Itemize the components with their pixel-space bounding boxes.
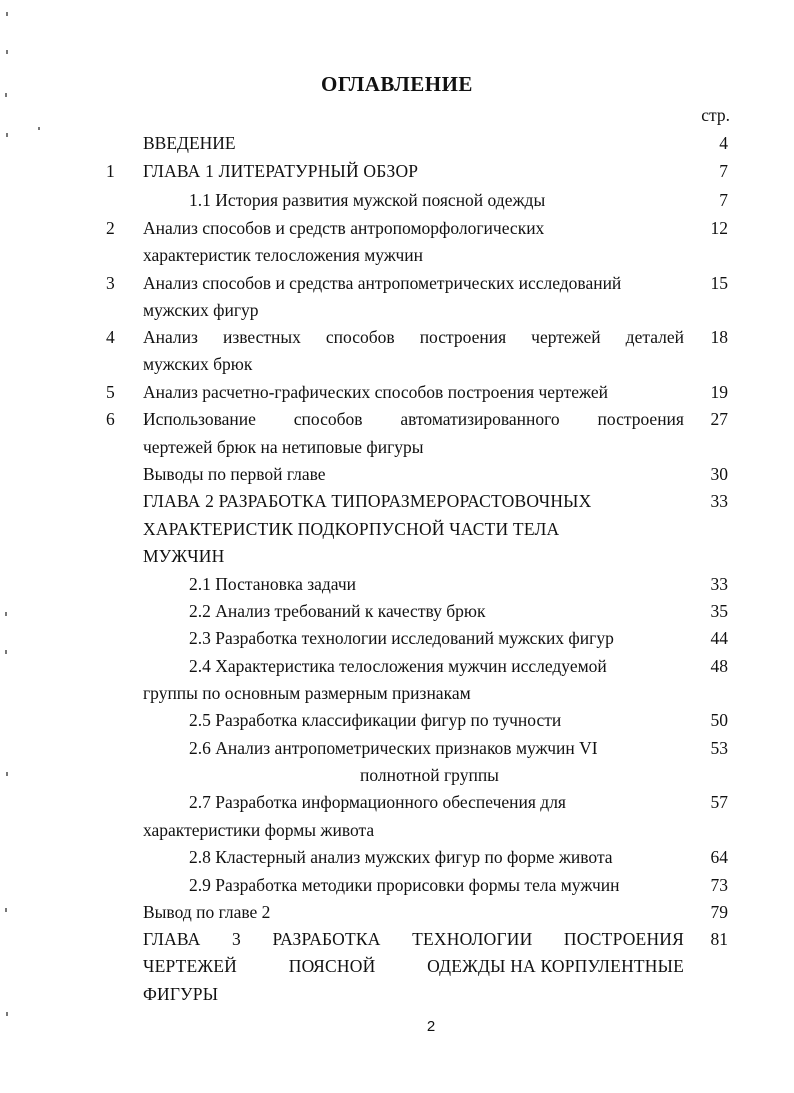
toc-entry-section-2-9[interactable]: 2.9 Разработка методики прорисовки формы тела мужчин (189, 875, 620, 895)
toc-word: ГЛАВА (143, 929, 201, 949)
toc-entry-number: 5 (106, 382, 115, 402)
scan-speck (38, 127, 40, 130)
toc-entry-chapter-3-cont[interactable] (143, 955, 684, 977)
toc-entry-section-2-2[interactable]: 2.2 Анализ требований к качеству брюк (189, 601, 486, 621)
toc-entry-section-2-5[interactable]: 2.5 Разработка классификации фигур по тучности (189, 710, 562, 730)
toc-entry-number: 6 (106, 409, 115, 429)
toc-entry-section-2-3[interactable]: 2.3 Разработка технологии исследований мужских фигур (189, 628, 614, 648)
scan-speck (6, 772, 8, 776)
scan-speck (6, 1012, 8, 1016)
toc-page-number: 53 (710, 738, 728, 758)
toc-entry-section-5[interactable]: Анализ расчетно-графических способов построения чертежей (143, 382, 609, 402)
page-footer-number: 2 (426, 1018, 436, 1035)
toc-entry-number: 1 (106, 161, 115, 181)
toc-entry-chapter-2[interactable]: ГЛАВА 2 РАЗРАБОТКА ТИПОРАЗМЕРОРАСТОВОЧНЫХ (143, 491, 592, 511)
toc-entry-section-2-1[interactable]: 2.1 Постановка задачи (189, 574, 357, 594)
toc-entry-section-2-4[interactable]: 2.4 Характеристика телосложения мужчин исследуемой (189, 656, 607, 676)
toc-page-number: 30 (710, 464, 728, 484)
toc-page-number: 57 (710, 792, 728, 812)
toc-word: деталей (625, 327, 684, 347)
scan-speck (6, 50, 8, 54)
toc-word: чертежей (531, 327, 601, 347)
toc-page-number: 7 (719, 190, 728, 210)
toc-entry-section-2-7-cont[interactable]: характеристики формы живота (143, 820, 375, 840)
toc-word: автоматизированного (400, 409, 560, 429)
page-title: ОГЛАВЛЕНИЕ (321, 72, 473, 96)
toc-page-number: 27 (710, 409, 728, 429)
toc-entry-intro[interactable]: ВВЕДЕНИЕ (143, 133, 236, 153)
toc-word: 3 (232, 929, 241, 949)
toc-word: Использование (143, 409, 256, 429)
toc-page-number: 33 (710, 491, 728, 511)
toc-word: способов (293, 409, 363, 429)
toc-word: способов (325, 327, 395, 347)
toc-entry-section-3[interactable]: Анализ способов и средства антропометрических исследований (143, 273, 622, 293)
toc-entry-section-2-7[interactable]: 2.7 Разработка информационного обеспечения для (189, 792, 566, 812)
toc-entry-chapter-3-cont[interactable]: ФИГУРЫ (143, 984, 219, 1004)
toc-page-number: 35 (710, 601, 728, 621)
toc-word: ЧЕРТЕЖЕЙ (143, 956, 237, 976)
toc-entry-section-2-8[interactable]: 2.8 Кластерный анализ мужских фигур по форме живота (189, 847, 613, 867)
toc-entry-chapter-1[interactable]: ГЛАВА 1 ЛИТЕРАТУРНЫЙ ОБЗОР (143, 161, 419, 181)
toc-entry-section-4-cont[interactable]: мужских брюк (143, 354, 253, 374)
toc-page-number: 81 (710, 929, 728, 949)
toc-entry-number: 4 (106, 327, 115, 347)
toc-entry-chapter-2-cont[interactable]: МУЖЧИН (143, 546, 225, 566)
toc-entry-section-3-cont[interactable]: мужских фигур (143, 300, 259, 320)
toc-word: ПОСТРОЕНИЯ (563, 929, 684, 949)
toc-word: РАЗРАБОТКА (272, 929, 381, 949)
toc-page-number: 73 (710, 875, 728, 895)
scan-speck (5, 650, 7, 654)
toc-word: построения (419, 327, 507, 347)
toc-entry-chapter-3[interactable] (143, 928, 684, 950)
toc-page-number: 33 (710, 574, 728, 594)
toc-page-number: 7 (719, 161, 728, 181)
scan-speck (5, 612, 7, 616)
toc-word: ОДЕЖДЫ НА КОРПУЛЕНТНЫЕ (427, 956, 684, 976)
toc-entry-section-2-4-cont[interactable]: группы по основным размерным признакам (143, 683, 471, 703)
toc-entry-number: 2 (106, 218, 115, 238)
toc-entry-number: 3 (106, 273, 115, 293)
toc-entry-chapter-2-cont[interactable]: ХАРАКТЕРИСТИК ПОДКОРПУСНОЙ ЧАСТИ ТЕЛА (143, 519, 560, 539)
page-column-label: стр. (701, 105, 730, 125)
toc-page-number: 19 (710, 382, 728, 402)
toc-page-number: 44 (710, 628, 728, 648)
toc-page-number: 15 (710, 273, 728, 293)
toc-page-number: 4 (719, 133, 728, 153)
scan-speck (5, 908, 7, 912)
toc-entry-section-4[interactable] (143, 326, 684, 348)
toc-page-number: 50 (710, 710, 728, 730)
toc-word: Анализ (143, 327, 198, 347)
toc-word: построения (597, 409, 684, 429)
toc-page-number: 12 (710, 218, 728, 238)
toc-page-number: 79 (710, 902, 728, 922)
toc-entry-section-6-cont[interactable]: чертежей брюк на нетиповые фигуры (143, 437, 424, 457)
toc-word: ТЕХНОЛОГИИ (412, 929, 533, 949)
toc-entry-section-1-1[interactable]: 1.1 История развития мужской поясной одежды (189, 190, 546, 210)
toc-entry-conclusions-1[interactable]: Выводы по первой главе (143, 464, 326, 484)
toc-entry-section-2[interactable]: Анализ способов и средств антропоморфологических (143, 218, 545, 238)
toc-entry-section-2-cont[interactable]: характеристик телосложения мужчин (143, 245, 423, 265)
toc-entry-conclusions-2[interactable]: Вывод по главе 2 (143, 902, 271, 922)
toc-entry-section-6[interactable] (143, 408, 684, 430)
toc-page-number: 18 (710, 327, 728, 347)
scan-speck (6, 12, 8, 16)
toc-entry-section-2-6[interactable]: 2.6 Анализ антропометрических признаков мужчин VI (189, 738, 598, 758)
scan-speck (6, 133, 8, 137)
toc-entry-section-2-6-cont[interactable]: полнотной группы (360, 765, 499, 785)
toc-word: ПОЯСНОЙ (288, 956, 376, 976)
toc-word: известных (222, 327, 301, 347)
toc-page-number: 64 (710, 847, 728, 867)
toc-page-number: 48 (710, 656, 728, 676)
